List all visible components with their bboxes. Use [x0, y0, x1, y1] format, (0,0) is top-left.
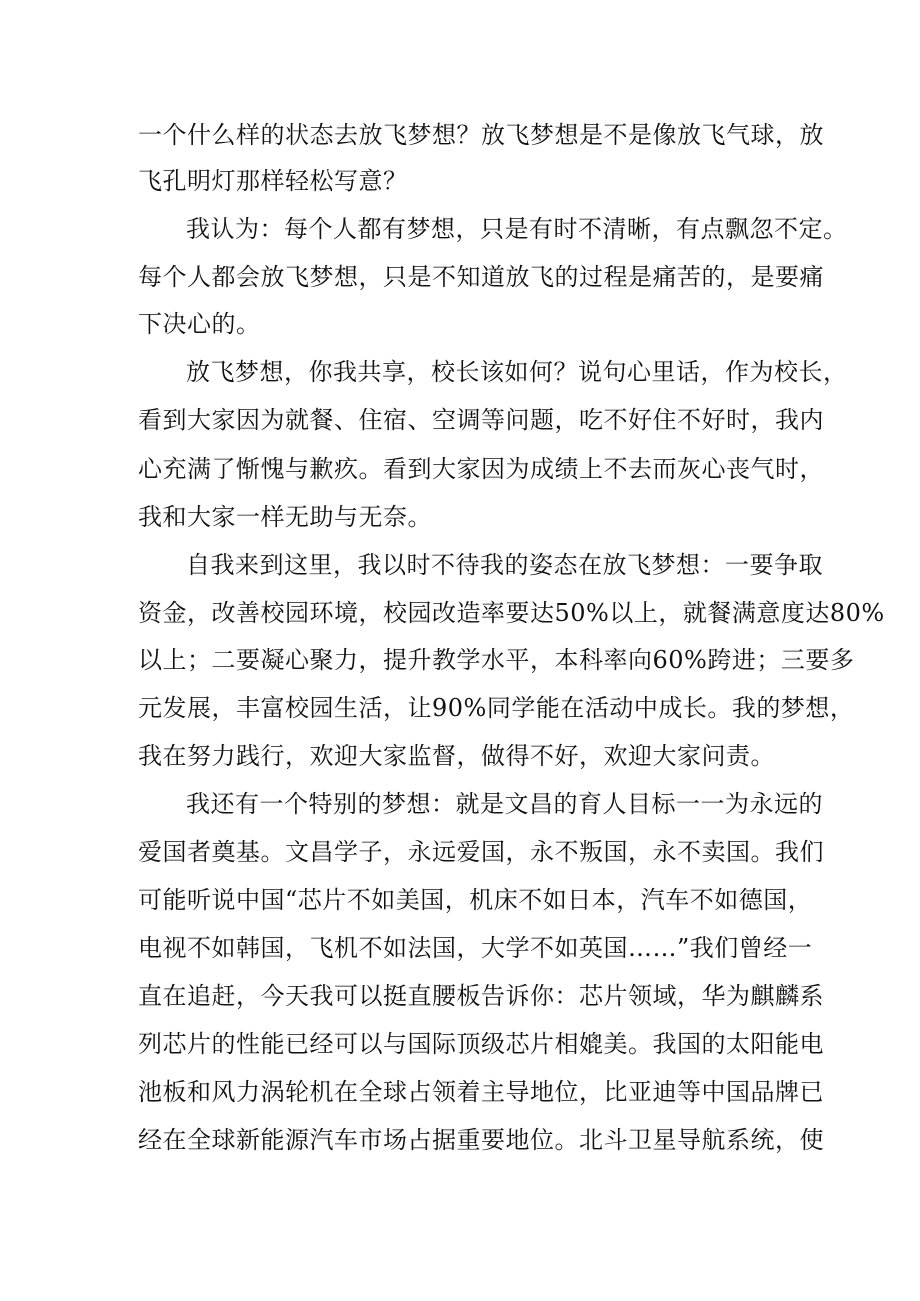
- text-line: 可能听说中国“芯片不如美国，机床不如日本，汽车不如德国，: [138, 886, 813, 914]
- text-line: 我在努力践行，欢迎大家监督，做得不好，欢迎大家问责。: [138, 742, 775, 770]
- text-line: 以上；二要凝心聚力，提升教学水平，本科率向60%跨进；三要多: [138, 646, 855, 674]
- text-line: 下决心的。: [138, 310, 261, 338]
- text-line: 列芯片的性能已经可以与国际顶级芯片相媲美。我国的太阳能电: [138, 1030, 824, 1058]
- text-line: 电视不如韩国，飞机不如法国，大学不如英国……”我们曾经一: [138, 934, 813, 962]
- text-line: 飞孔明灯那样轻松写意？: [138, 167, 408, 195]
- text-line: 我认为：每个人都有梦想，只是有时不清晰，有点飘忽不定。: [186, 215, 848, 243]
- text-line: 自我来到这里，我以时不待我的姿态在放飞梦想：一要争取: [186, 551, 823, 579]
- text-line: 直在追赶，今天我可以挺直腰板告诉你：芯片领域，华为麒麟系: [138, 982, 824, 1010]
- text-line: 资金，改善校园环境，校园改造率要达50%以上，就餐满意度达80%: [138, 599, 885, 627]
- text-line: 看到大家因为就餐、住宿、空调等问题，吃不好住不好时，我内: [138, 406, 824, 434]
- text-line: 我和大家一样无助与无奈。: [138, 503, 432, 531]
- text-line: 每个人都会放飞梦想，只是不知道放飞的过程是痛苦的，是要痛: [138, 263, 824, 291]
- text-line: 一个什么样的状态去放飞梦想？放飞梦想是不是像放飞气球，放: [138, 121, 824, 149]
- text-line: 经在全球新能源汽车市场占据重要地位。北斗卫星导航系统，使: [138, 1126, 824, 1154]
- text-line: 心充满了惭愧与歉疚。看到大家因为成绩上不去而灰心丧气时，: [138, 455, 824, 483]
- text-line: 池板和风力涡轮机在全球占领着主导地位，比亚迪等中国品牌已: [138, 1078, 824, 1106]
- text-line: 我还有一个特别的梦想：就是文昌的育人目标一一为永远的: [186, 790, 823, 818]
- text-line: 放飞梦想，你我共享，校长该如何？说句心里话，作为校长，: [186, 358, 848, 386]
- text-line: 元发展，丰富校园生活，让90%同学能在活动中成长。我的梦想，: [138, 694, 855, 722]
- text-line: 爱国者奠基。文昌学子，永远爱国，永不叛国，永不卖国。我们: [138, 838, 824, 866]
